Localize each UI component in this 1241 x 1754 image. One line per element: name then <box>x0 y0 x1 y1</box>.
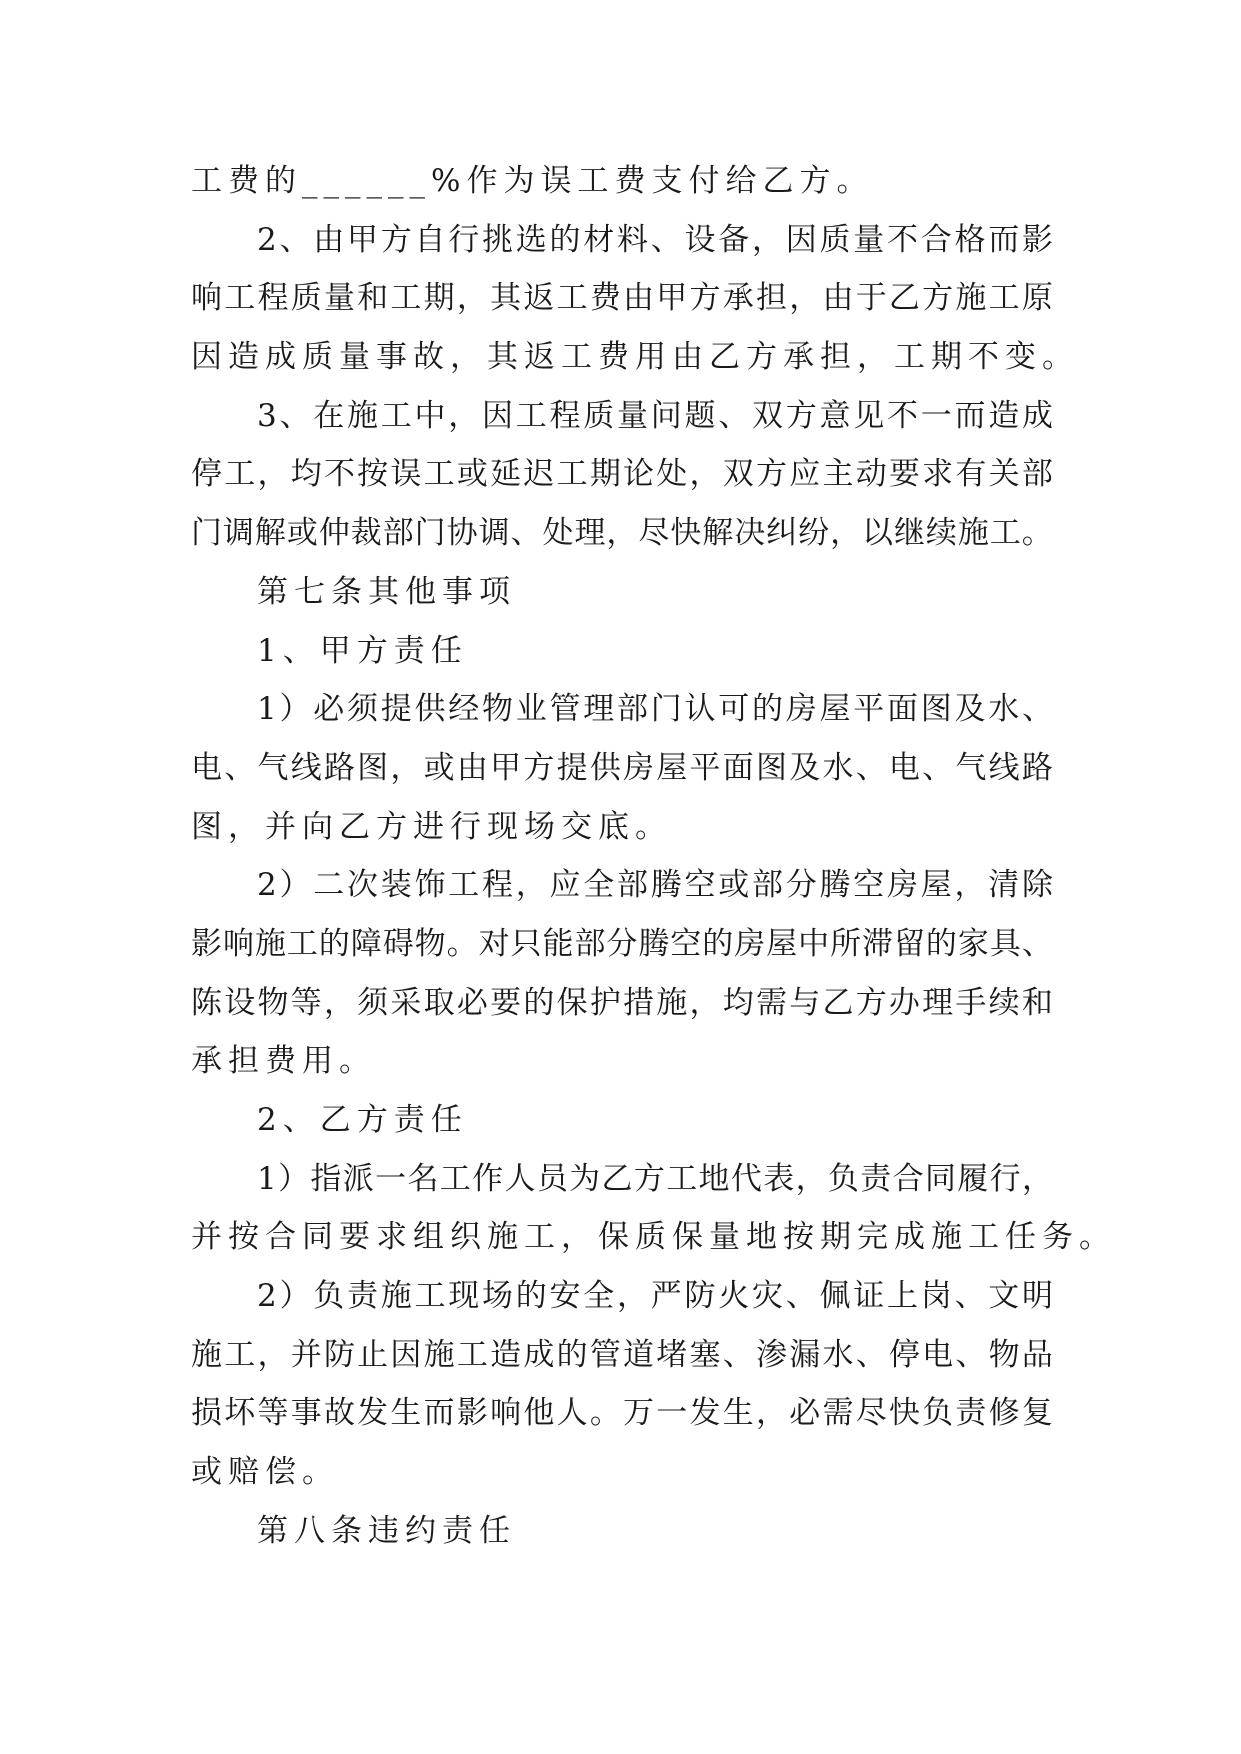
paragraph-line: 停 工 ， 均 不 按 误 工 或 延 迟 工 期 论 处 ， 双 方 应 主 动 要 求 有 关 部 <box>191 456 1053 493</box>
paragraph-line: 或赔偿。 <box>191 1454 339 1491</box>
paragraph-line: 施 工 ， 并 防 止 因 施 工 造 成 的 管 道 堵 塞 、 渗 漏 水 、 停 电 、 物 品 <box>191 1336 1053 1373</box>
paragraph-line: 响 工 程 质 量 和 工 期 ， 其 返 工 费 由 甲 方 承 担 ， 由 于 乙 方 施 工 原 <box>191 280 1053 317</box>
paragraph-line: 2 ） 负 责 施 工 现 场 的 安 全 ， 严 防 火 灾 、 佩 证 上 岗 、 文 明 <box>257 1278 1053 1315</box>
paragraph-line: 陈 设 物 等 ， 须 采 取 必 要 的 保 护 措 施 ， 均 需 与 乙 方 办 理 手 续 和 <box>191 984 1053 1021</box>
section-heading: 第八条违约责任 <box>257 1512 516 1549</box>
paragraph-line: 电 、 气 线 路 图 ， 或 由 甲 方 提 供 房 屋 平 面 图 及 水 、 电 、 气 线 路 <box>191 749 1053 786</box>
paragraph-line: 1 ） 指 派 一 名 工 作 人 员 为 乙 方 工 地 代 表 ， 负 责 合 同 履 行 ， <box>257 1160 1053 1197</box>
paragraph-line: 2 、 由 甲 方 自 行 挑 选 的 材 料 、 设 备 ， 因 质 量 不 合 格 而 影 <box>257 221 1053 258</box>
paragraph-line: 因造成质量事故，其返工费用由乙方承担，工期不变。 <box>191 339 1079 376</box>
section-heading: 第七条其他事项 <box>257 573 516 610</box>
paragraph-line: 并按合同要求组织施工，保质保量地按期完成施工任务。 <box>191 1219 1116 1256</box>
section-heading: 1、甲方责任 <box>257 632 468 669</box>
paragraph-line: 1 ） 必 须 提 供 经 物 业 管 理 部 门 认 可 的 房 屋 平 面 图 及 水 、 <box>257 691 1053 728</box>
paragraph-line: 承担费用。 <box>191 1043 376 1080</box>
paragraph-line: 图，并向乙方进行现场交底。 <box>191 808 672 845</box>
paragraph-line: 3 、 在 施 工 中 ， 因 工 程 质 量 问 题 、 双 方 意 见 不 一 而 造 成 <box>257 397 1053 434</box>
paragraph-line: 工费的______%作为误工费支付给乙方。 <box>191 163 874 199</box>
paragraph-line: 2 ） 二 次 装 饰 工 程 ， 应 全 部 腾 空 或 部 分 腾 空 房 屋 ， 清 除 <box>257 867 1053 904</box>
paragraph-line: 门 调 解 或 仲 裁 部 门 协 调 、 处 理 ， 尽 快 解 决 纠 纷 ， 以 继 续 施 工 。 <box>191 515 1053 552</box>
paragraph-line: 影 响 施 工 的 障 碍 物 。 对 只 能 部 分 腾 空 的 房 屋 中 所 滞 留 的 家 具 、 <box>191 925 1053 962</box>
paragraph-line: 损 坏 等 事 故 发 生 而 影 响 他 人 。 万 一 发 生 ， 必 需 尽 快 负 责 修 复 <box>191 1395 1053 1432</box>
document-body <box>191 152 1116 1561</box>
section-heading: 2、乙方责任 <box>257 1102 468 1138</box>
